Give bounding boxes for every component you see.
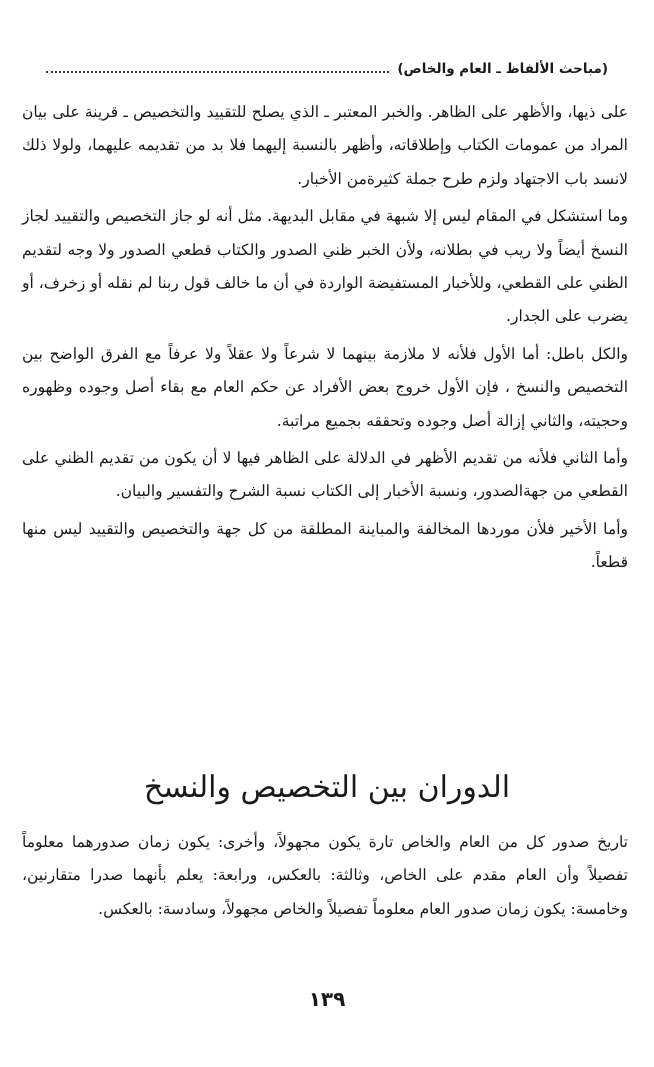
- paragraph: والكل باطل: أما الأول فلأنه لا ملازمة بينهما لا شرعاً ولا عقلاً ولا عرفاً مع الفرق الواضح بين التخصيص والنسخ ، فإن الأول خروج بعض الأفراد عن حكم العام مع بقاء أصل وجوده وظهوره وحجيته، والثاني إزالة أصل وجوده وتحققه بجميع مراتبة.: [22, 344, 628, 430]
- main-text: [22, 96, 628, 584]
- paragraph: وما استشكل في المقام ليس إلا شبهة في مقابل البديهة. مثل أنه لو جاز التخصيص والتقييد لجاز النسخ أيضاً ولا ريب في بطلانه، ولأن الخبر ظني الصدور والكتاب قطعي الصدور ولا وجه لتقديم الظني على القطعي، وللأخبار المستفيضة الواردة في أن ما خالف قول ربنا لم نقله أو زخرف، أو يضرب على الجدار.: [22, 207, 628, 326]
- paragraph: تاريخ صدور كل من العام والخاص تارة يكون مجهولاً، وأخرى: يكون زمان صدورهما معلوماً تفصيلاً وأن العام مقدم على الخاص، وثالثة: بالعكس، ورابعة: يعلم بأنهما صدرا متقارنين، وخامسة: يكون زمان صدور العام معلوماً تفصيلاً والخاص مجهولاً، وسادسة: بالعكس.: [22, 833, 628, 918]
- section-text: [22, 826, 628, 926]
- running-header: [46, 58, 608, 80]
- paragraph: وأما الأخير فلأن موردها المخالفة والمباينة المطلقة من كل جهة والتخصيص والتقييد ليس منها قطعاً.: [22, 519, 628, 572]
- paragraph: وأما الثاني فلأنه من تقديم الأظهر في الدلالة على الظاهر فيها لا أن يكون من تقديم الظني على القطعي من جهةالصدور، ونسبة الأخبار إلى الكتاب نسبة الشرح والتفسير والبيان.: [22, 449, 628, 501]
- dotted-leader: [46, 71, 389, 73]
- running-header-title: (مباحث الألفاظ ـ العام والخاص): [397, 61, 608, 77]
- section-heading: الدوران بين التخصيص والنسخ: [143, 770, 511, 805]
- paragraph: على ذيها، والأظهر على الظاهر. والخبر المعتبر ـ الذي يصلح للتقييد والتخصيص ـ قرينة على بيان المراد من عمومات الكتاب وإطلاقاته، وأظهر بالنسبة إليهما فلا بد من تقديمه عليهما، ولولا ذلك لانسد باب الاجتهاد ولزم طرح جملة كثيرةمن الأخبار.: [22, 103, 629, 188]
- page-number: ١٣٩: [308, 987, 346, 1011]
